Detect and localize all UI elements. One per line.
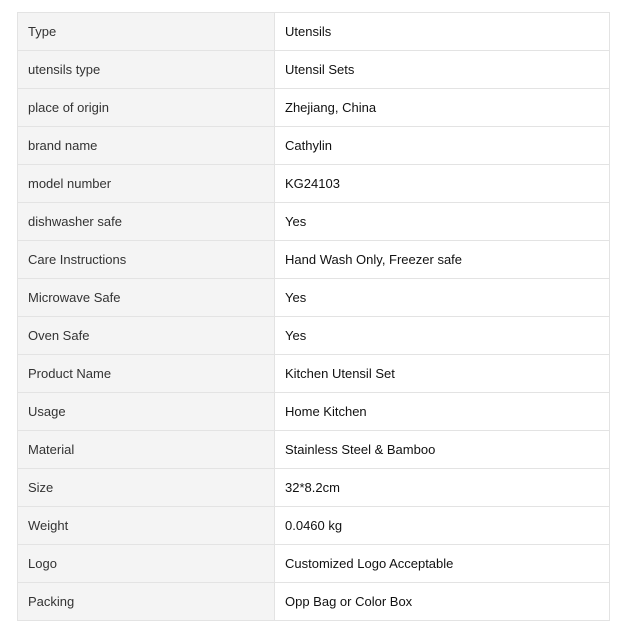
spec-row-oven-safe bbox=[18, 317, 610, 355]
spec-row-material bbox=[18, 431, 610, 469]
spec-value: Yes bbox=[275, 279, 610, 317]
spec-label: Care Instructions bbox=[18, 241, 275, 279]
spec-value: Utensil Sets bbox=[275, 51, 610, 89]
spec-label: Weight bbox=[18, 507, 275, 545]
spec-row-weight bbox=[18, 507, 610, 545]
spec-row-usage bbox=[18, 393, 610, 431]
spec-value: Zhejiang, China bbox=[275, 89, 610, 127]
spec-value: Kitchen Utensil Set bbox=[275, 355, 610, 393]
spec-value: Cathylin bbox=[275, 127, 610, 165]
spec-row-microwave-safe bbox=[18, 279, 610, 317]
spec-label: Usage bbox=[18, 393, 275, 431]
spec-value: KG24103 bbox=[275, 165, 610, 203]
spec-label: Size bbox=[18, 469, 275, 507]
spec-value: Home Kitchen bbox=[275, 393, 610, 431]
spec-value: Stainless Steel & Bamboo bbox=[275, 431, 610, 469]
spec-row-packing bbox=[18, 583, 610, 621]
spec-value: Yes bbox=[275, 203, 610, 241]
spec-label: place of origin bbox=[18, 89, 275, 127]
spec-label: Type bbox=[18, 13, 275, 51]
product-specifications bbox=[17, 12, 610, 621]
spec-value: 32*8.2cm bbox=[275, 469, 610, 507]
spec-row-product-name bbox=[18, 355, 610, 393]
spec-value: Hand Wash Only, Freezer safe bbox=[275, 241, 610, 279]
spec-row-type bbox=[18, 13, 610, 51]
spec-row-brand-name bbox=[18, 127, 610, 165]
spec-row-place-of-origin bbox=[18, 89, 610, 127]
spec-label: Packing bbox=[18, 583, 275, 621]
spec-label: Material bbox=[18, 431, 275, 469]
spec-label: dishwasher safe bbox=[18, 203, 275, 241]
spec-value: Opp Bag or Color Box bbox=[275, 583, 610, 621]
spec-label: Microwave Safe bbox=[18, 279, 275, 317]
spec-table bbox=[17, 12, 610, 621]
spec-row-model-number bbox=[18, 165, 610, 203]
spec-value: Customized Logo Acceptable bbox=[275, 545, 610, 583]
spec-label: brand name bbox=[18, 127, 275, 165]
spec-row-utensils-type bbox=[18, 51, 610, 89]
spec-row-size bbox=[18, 469, 610, 507]
spec-row-care-instructions bbox=[18, 241, 610, 279]
spec-label: utensils type bbox=[18, 51, 275, 89]
spec-value: 0.0460 kg bbox=[275, 507, 610, 545]
spec-label: Product Name bbox=[18, 355, 275, 393]
spec-row-logo bbox=[18, 545, 610, 583]
spec-label: Logo bbox=[18, 545, 275, 583]
spec-label: Oven Safe bbox=[18, 317, 275, 355]
spec-row-dishwasher-safe bbox=[18, 203, 610, 241]
spec-label: model number bbox=[18, 165, 275, 203]
spec-value: Utensils bbox=[275, 13, 610, 51]
spec-value: Yes bbox=[275, 317, 610, 355]
